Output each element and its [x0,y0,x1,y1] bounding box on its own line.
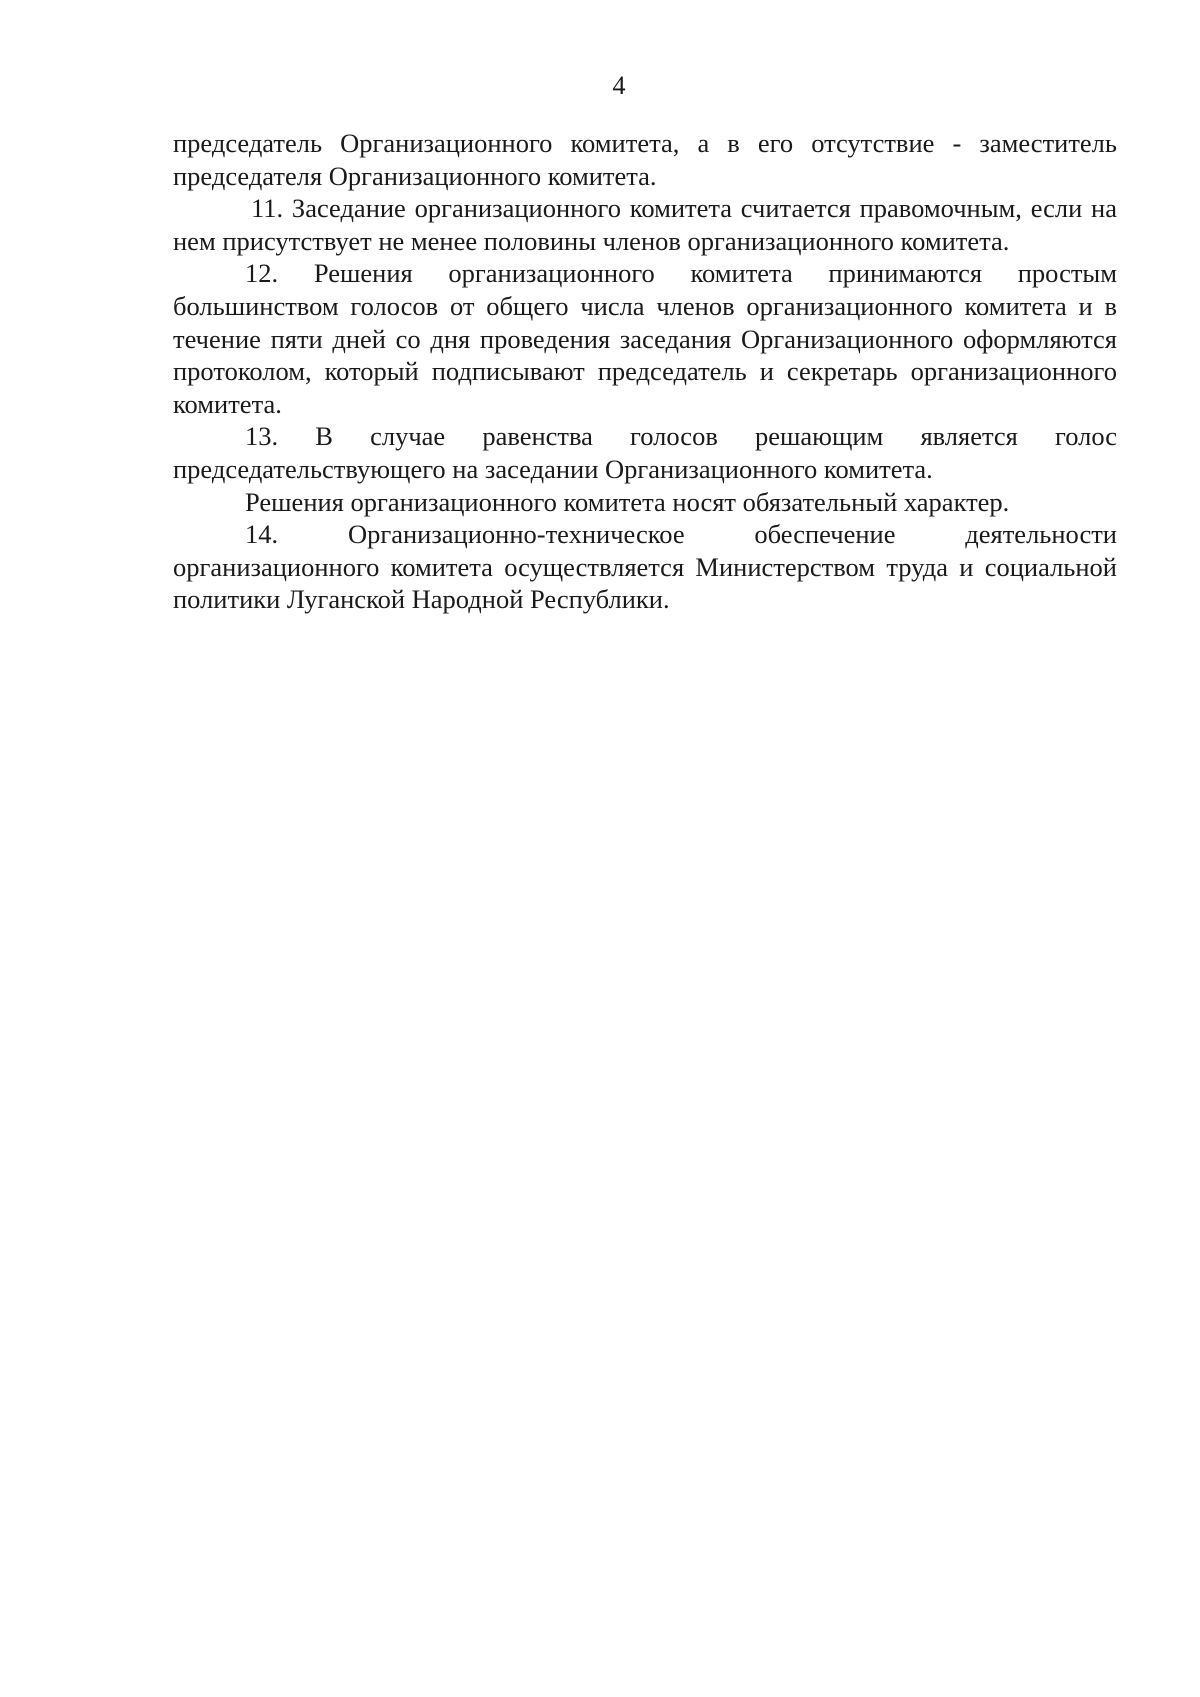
page-number: 4 [612,71,626,100]
paragraph-item-14: 14. Организационно-техническое обеспечение деятельности организационного комитета осуществляется Министерством труда и социальной политики Луганской Народной Республики. [173,519,1117,615]
paragraph-item-11: 11. Заседание организационного комитета считается правомочным, если на нем присутствует не менее половины членов организационного комитета. [173,193,1117,256]
paragraph-decisions-binding: Решения организационного комитета носят обязательный характер. [245,486,1010,517]
paragraph-item-13: 13. В случае равенства голосов решающим является голос председательствующего на заседании Организационного комитета. [173,421,1117,484]
document-body [173,127,1117,616]
paragraph-item-12: 12. Решения организационного комитета принимаются простым большинством голосов от общего числа членов организационного комитета и в течение пяти дней со дня проведения заседания Организационного оформляются протоколом, который подписывают председатель и секретарь организационного комитета. [173,258,1117,419]
paragraph-continuation: председатель Организационного комитета, а в его отсутствие - заместитель председателя Организационного комитета. [173,128,1117,191]
